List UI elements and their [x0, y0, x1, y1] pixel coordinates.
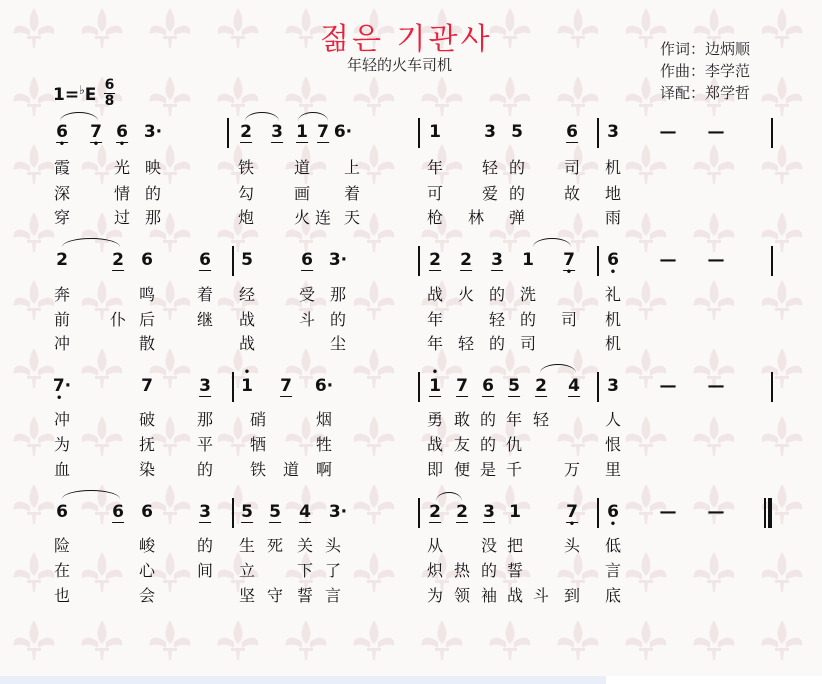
lyric: 把 [506, 536, 524, 555]
note: 3 [491, 250, 503, 270]
lyric: 那 [196, 410, 214, 429]
lyric: 年 [505, 410, 523, 429]
lyric: 便 [453, 460, 471, 479]
lyric: 领 [453, 586, 471, 605]
lyric: 的 [144, 184, 162, 203]
note: 2 [535, 376, 547, 396]
note: 2 [429, 502, 441, 522]
lyric: 生 [238, 536, 256, 555]
lyric: 为 [426, 586, 444, 605]
lyric-row-1-2 [0, 184, 822, 206]
lyric: 恨 [604, 435, 622, 454]
lyric: 袖 [480, 586, 498, 605]
lyric: 平 [196, 435, 214, 454]
lyric: 前 [53, 310, 71, 329]
lyric: 鸣 [138, 285, 156, 304]
lyric: 司 [560, 310, 578, 329]
note: 2 [56, 250, 68, 270]
lyric-row-2-1 [0, 285, 822, 307]
lyric: 火 [293, 208, 311, 227]
lyric: 地 [604, 184, 622, 203]
dash: — [659, 250, 677, 270]
note: 3 [271, 122, 283, 142]
dash: — [659, 502, 677, 522]
note: 6 [141, 250, 153, 270]
lyric: 会 [138, 586, 156, 605]
barline [597, 118, 599, 148]
lyric: 的 [196, 460, 214, 479]
lyric: 了 [324, 561, 342, 580]
note: 7 • [563, 250, 575, 278]
lyric: 即 [426, 460, 444, 479]
lyric: 可 [426, 184, 444, 203]
lyric: 死 [266, 536, 284, 555]
notation-row-3 [0, 367, 822, 406]
lyric: 过 [113, 208, 131, 227]
lyric: 人 [604, 410, 622, 429]
lyric: 战 [426, 285, 444, 304]
lyric: 道 [293, 158, 311, 177]
lyric: 经 [238, 285, 256, 304]
lyric: 的 [508, 184, 526, 203]
note: 2 [112, 250, 124, 270]
lyric: 机 [604, 158, 622, 177]
note: 3· [328, 502, 348, 522]
lyric: 的 [479, 410, 497, 429]
lyric-row-3-1 [0, 410, 822, 432]
lyric: 的 [488, 334, 506, 353]
lyric: 下 [296, 561, 314, 580]
note: 5 [241, 250, 253, 270]
lyric: 继 [196, 310, 214, 329]
note: 6 • [607, 502, 619, 530]
lyric: 是 [479, 460, 497, 479]
lyric: 言 [324, 586, 342, 605]
key-note: E [84, 85, 97, 105]
lyric: 仇 [505, 435, 523, 454]
lyric: 受 [298, 285, 316, 304]
lyric-row-3-2 [0, 435, 822, 457]
dash: — [707, 376, 725, 396]
lyric: 战 [238, 334, 256, 353]
barline [597, 498, 599, 528]
lyric: 轻 [481, 158, 499, 177]
note: 3· [143, 122, 163, 142]
lyric: 的 [519, 310, 537, 329]
note: 6 [141, 502, 153, 522]
lyric: 险 [53, 536, 71, 555]
note: 1 [296, 122, 308, 142]
note: 3 [484, 122, 496, 142]
lyric: 友 [453, 435, 471, 454]
notation-row-4 [0, 502, 822, 532]
dash: — [659, 122, 677, 142]
note: 2 [429, 250, 441, 270]
lyric: 洗 [519, 285, 537, 304]
note: 3 [199, 502, 211, 522]
time-signature [104, 78, 115, 109]
note: 7· • [52, 376, 72, 404]
lyric: 那 [329, 285, 347, 304]
barline [227, 118, 229, 148]
barline [418, 372, 420, 402]
lyric: 也 [53, 586, 71, 605]
lyric: 炽 [426, 561, 444, 580]
lyric: 守 [266, 586, 284, 605]
lyric: 的 [329, 310, 347, 329]
lyric: 的 [488, 285, 506, 304]
lyric: 枪 [426, 208, 444, 227]
lyric-row-1-1 [0, 158, 822, 180]
note: 4 [299, 502, 311, 522]
lyric: 关 [296, 536, 314, 555]
lyric: 热 [453, 561, 471, 580]
lyric-row-4-1 [0, 536, 822, 558]
lyric: 敢 [453, 410, 471, 429]
lyricist-credit: 作词：边炳顺 [660, 40, 751, 58]
lyric: 坚 [238, 586, 256, 605]
lyric: 情 [113, 184, 131, 203]
lyric: 里 [604, 460, 622, 479]
bottom-strip [0, 676, 822, 684]
barline [418, 246, 420, 276]
lyric: 天 [343, 208, 361, 227]
lyric: 那 [144, 208, 162, 227]
note: 6 [199, 250, 211, 270]
lyric: 轻 [457, 334, 475, 353]
credits [660, 38, 750, 104]
lyric: 后 [138, 310, 156, 329]
note: 6 • [116, 122, 128, 150]
lyric: 机 [604, 310, 622, 329]
lyric: 万 [563, 460, 581, 479]
song-subtitle: 年轻的火车司机 [347, 56, 453, 74]
flat-sign: ♭ [79, 83, 85, 97]
note: 2 [460, 250, 472, 270]
final-barline-thick [768, 498, 772, 528]
lyric: 光 [113, 158, 131, 177]
lyric: 轻 [532, 410, 550, 429]
lyric: 战 [426, 435, 444, 454]
barline [771, 246, 773, 276]
note: 2 [240, 122, 252, 142]
lyric: 司 [563, 158, 581, 177]
lyric-row-1-3 [0, 208, 822, 230]
lyric: 年 [426, 158, 444, 177]
note: 6· [333, 122, 353, 142]
lyric: 轻 [488, 310, 506, 329]
barline [597, 246, 599, 276]
barline [771, 118, 773, 148]
dash: — [707, 250, 725, 270]
note: 6 [301, 250, 313, 270]
lyric: 烟 [315, 410, 333, 429]
meter-top: 6 [104, 77, 115, 93]
note: 3· [328, 250, 348, 270]
note: 3 [199, 376, 211, 396]
lyric: 破 [138, 410, 156, 429]
lyric: 的 [508, 158, 526, 177]
barline [771, 372, 773, 402]
lyric: 底 [604, 586, 622, 605]
barline [232, 372, 234, 402]
lyric: 年 [426, 310, 444, 329]
note: 7 • [566, 502, 578, 530]
lyric: 战 [506, 586, 524, 605]
note: 5 [508, 376, 520, 396]
barline [418, 498, 420, 528]
lyric-row-2-3 [0, 334, 822, 356]
lyric: 奔 [53, 285, 71, 304]
lyric: 誓 [506, 561, 524, 580]
lyric: 仆 [109, 310, 127, 329]
lyric: 间 [196, 561, 214, 580]
lyric: 连 [314, 208, 332, 227]
lyric: 牲 [315, 435, 333, 454]
lyric: 穿 [53, 208, 71, 227]
lyric: 到 [563, 586, 581, 605]
lyric: 没 [480, 536, 498, 555]
note: 1 • [241, 367, 253, 396]
lyric: 头 [324, 536, 342, 555]
note: 1 [509, 502, 521, 522]
key-prefix: 1= [53, 85, 80, 105]
note: 5 [241, 502, 253, 522]
note: 6 [112, 502, 124, 522]
lyric: 血 [53, 460, 71, 479]
lyric: 弹 [508, 208, 526, 227]
note: 6 [482, 376, 494, 396]
lyric: 誓 [296, 586, 314, 605]
lyric: 峻 [138, 536, 156, 555]
lyric: 心 [138, 561, 156, 580]
barline [418, 118, 420, 148]
lyric-row-4-2 [0, 561, 822, 583]
note: 3 [483, 502, 495, 522]
dash: — [659, 376, 677, 396]
lyric: 为 [53, 435, 71, 454]
lyric: 雨 [604, 208, 622, 227]
note: 7 • [90, 122, 102, 150]
lyric: 的 [480, 561, 498, 580]
dash: — [707, 122, 725, 142]
lyric: 的 [479, 435, 497, 454]
lyric: 礼 [604, 285, 622, 304]
lyric: 硝 [249, 410, 267, 429]
note: 5 [269, 502, 281, 522]
lyric: 牺 [249, 435, 267, 454]
lyric-row-4-3 [0, 586, 822, 608]
note: 6 [566, 122, 578, 142]
song-title: 젊은 기관사 [320, 22, 493, 57]
lyric: 霞 [53, 158, 71, 177]
dash: — [707, 502, 725, 522]
barline [232, 246, 234, 276]
lyric: 从 [426, 536, 444, 555]
lyric: 勾 [237, 184, 255, 203]
lyric: 深 [53, 184, 71, 203]
lyric: 铁 [237, 158, 255, 177]
lyric: 司 [519, 334, 537, 353]
lyric: 千 [505, 460, 523, 479]
lyric: 斗 [532, 586, 550, 605]
lyric: 低 [604, 536, 622, 555]
note: 6· [314, 376, 334, 396]
lyric: 立 [238, 561, 256, 580]
note: 1 [429, 122, 441, 142]
lyric: 言 [604, 561, 622, 580]
lyric-row-3-3 [0, 460, 822, 482]
lyric: 染 [138, 460, 156, 479]
final-barline-thin [764, 498, 766, 528]
lyric: 斗 [298, 310, 316, 329]
lyric: 爱 [481, 184, 499, 203]
note: 7 [280, 376, 292, 396]
lyric: 火 [457, 285, 475, 304]
note: 3 [607, 122, 619, 142]
note: 4 [568, 376, 580, 396]
lyric: 道 [282, 460, 300, 479]
lyric: 冲 [53, 334, 71, 353]
note: 6 [56, 502, 68, 522]
note: 6 • [56, 122, 68, 150]
note: 1 [522, 250, 534, 270]
lyric: 啊 [315, 460, 333, 479]
lyric-row-2-2 [0, 310, 822, 332]
notation-row-1 [0, 122, 822, 152]
lyric: 炮 [237, 208, 255, 227]
lyric: 年 [426, 334, 444, 353]
lyric: 着 [343, 184, 361, 203]
barline [597, 372, 599, 402]
lyric: 着 [196, 285, 214, 304]
lyric: 抚 [138, 435, 156, 454]
lyric: 林 [467, 208, 485, 227]
notation-row-2 [0, 250, 822, 280]
key-signature [53, 85, 96, 105]
note: 7 [141, 376, 153, 396]
note: 6 • [607, 250, 619, 278]
note: 1 • [429, 367, 441, 396]
translator-credit: 译配：郑学哲 [660, 84, 751, 102]
lyric: 画 [293, 184, 311, 203]
lyric: 尘 [329, 334, 347, 353]
composer-credit: 作曲：李学范 [660, 62, 751, 80]
lyric: 冲 [53, 410, 71, 429]
lyric: 在 [53, 561, 71, 580]
lyric: 头 [563, 536, 581, 555]
note: 7 [317, 122, 329, 142]
lyric: 映 [144, 158, 162, 177]
lyric: 上 [343, 158, 361, 177]
note: 2 [456, 502, 468, 522]
lyric: 的 [196, 536, 214, 555]
lyric: 铁 [249, 460, 267, 479]
note: 7 [456, 376, 468, 396]
note: 3 [607, 376, 619, 396]
lyric: 勇 [426, 410, 444, 429]
note: 5 [511, 122, 523, 142]
barline [232, 498, 234, 528]
meter-bottom: 8 [104, 93, 115, 109]
lyric: 故 [563, 184, 581, 203]
lyric: 机 [604, 334, 622, 353]
lyric: 散 [138, 334, 156, 353]
lyric: 战 [238, 310, 256, 329]
